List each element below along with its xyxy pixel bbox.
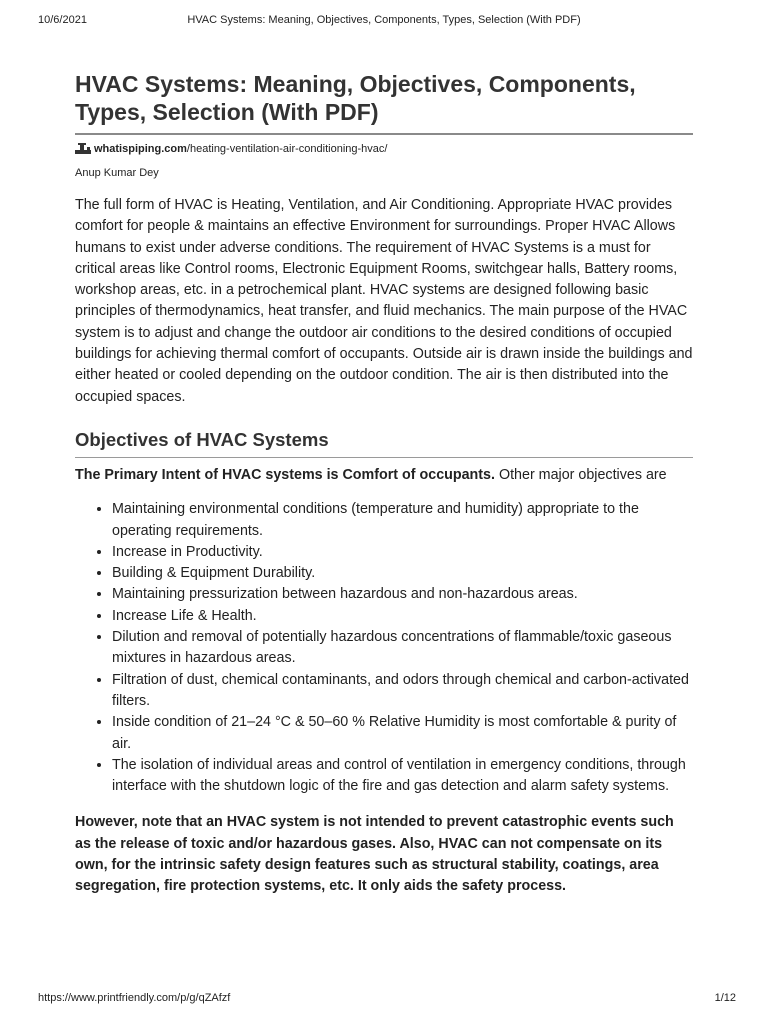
- list-item: • Inside condition of 21–24 °C & 50–60 % Relative Humidity is most comfortable & purity of air.: [112, 712, 693, 755]
- page-number: 1/12: [714, 992, 736, 1004]
- list-item: • Building & Equipment Durability.: [112, 563, 693, 584]
- list-item: • Dilution and removal of potentially hazardous concentrations of flammable/toxic gaseous mixtures in hazardous areas.: [112, 627, 693, 670]
- source-link[interactable]: [94, 141, 387, 157]
- source-path: /heating-ventilation-air-conditioning-hvac/: [186, 143, 388, 155]
- pipe-fitting-icon: [75, 143, 91, 155]
- article: [75, 70, 693, 898]
- list-item: • The isolation of individual areas and control of ventilation in emergency conditions, through interface with the shutdown logic of the fire and gas detection and alarm safety systems.: [112, 755, 693, 798]
- print-url: https://www.printfriendly.com/p/g/qZAfzf: [38, 992, 231, 1004]
- title-divider: [75, 133, 693, 135]
- list-item: • Maintaining pressurization between hazardous and non-hazardous areas.: [112, 584, 693, 605]
- print-footer: [0, 992, 768, 1008]
- source-line: [75, 141, 693, 157]
- intent-paragraph: [75, 465, 693, 486]
- objectives-heading: Objectives of HVAC Systems: [75, 428, 329, 450]
- safety-note: However, note that an HVAC system is not intended to prevent catastrophic events such as the release of toxic and/or hazardous gases. Also, HVAC can not compensate on its own, for the intrinsic safety design features such as structural stability, coatings, area segregation, fire protection systems, etc. It only aids the safety process.: [75, 814, 674, 895]
- intent-bold: The Primary Intent of HVAC systems is Comfort of occupants.: [75, 466, 495, 483]
- print-date: 10/6/2021: [38, 14, 87, 26]
- print-header: [0, 14, 768, 30]
- list-item: • Increase in Productivity.: [112, 542, 693, 563]
- print-doc-title: HVAC Systems: Meaning, Objectives, Components, Types, Selection (With PDF): [187, 14, 581, 26]
- intent-rest: Other major objectives are: [494, 466, 667, 483]
- list-item: • Maintaining environmental conditions (temperature and humidity) appropriate to the operating requirements.: [112, 499, 693, 542]
- list-item: • Filtration of dust, chemical contaminants, and odors through chemical and carbon-activated filters.: [112, 670, 693, 713]
- list-item: • Increase Life & Health.: [112, 606, 693, 627]
- author: Anup Kumar Dey: [75, 167, 159, 179]
- objectives-list: [75, 499, 693, 797]
- article-title: HVAC Systems: Meaning, Objectives, Components, Types, Selection (With PDF): [75, 71, 636, 125]
- intro-paragraph: The full form of HVAC is Heating, Ventilation, and Air Conditioning. Appropriate HVAC provides comfort for people & maintains an effective Environment for surroundings. Proper HVAC Allows humans to exist under adverse conditions. The requirement of HVAC Systems is a must for critical areas like Control rooms, Electronic Equipment Rooms, switchgear halls, Battery rooms, workshop areas, etc. in a petrochemical plant. HVAC systems are designed following basic principles of thermodynamics, heat transfer, and fluid mechanics. The main purpose of the HVAC system is to adjust and change the outdoor air conditions to the desired conditions of occupied buildings for achieving thermal comfort of occupants. Outside air is drawn inside the buildings and either heated or cooled depending on the outdoor condition. The air is then distributed into the occupied spaces.: [75, 197, 693, 405]
- objectives-divider: [75, 457, 693, 458]
- source-site: whatispiping.com: [94, 143, 187, 155]
